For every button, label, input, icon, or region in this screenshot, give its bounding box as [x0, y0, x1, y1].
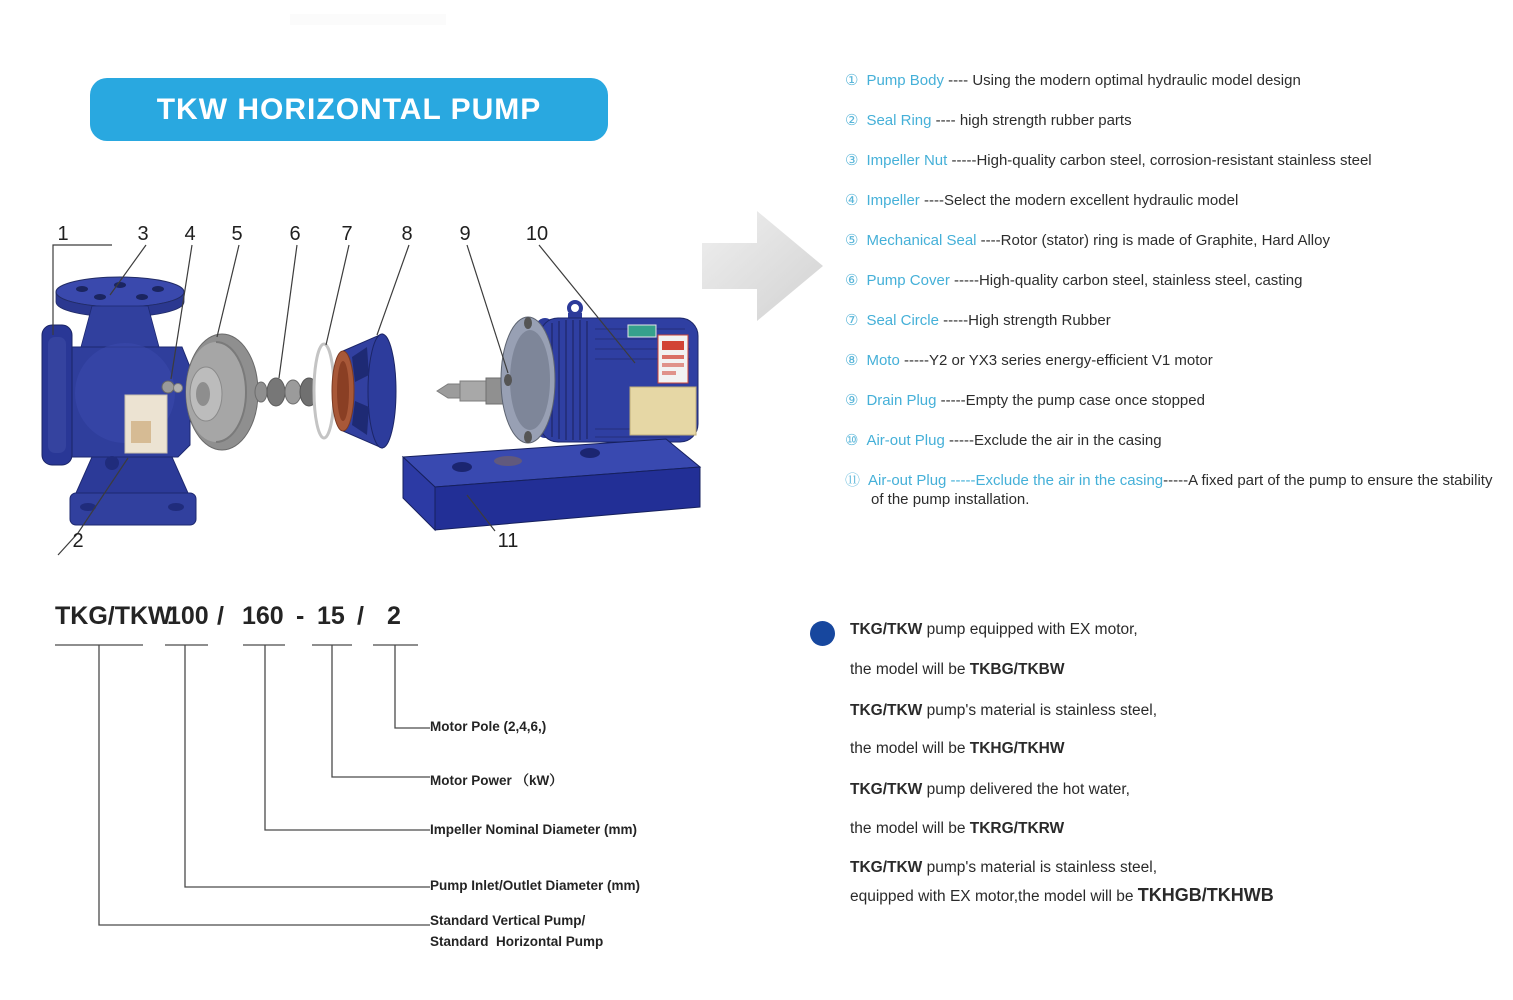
part-number-badge: ⑦ — [845, 312, 859, 329]
seal-circle-shape — [314, 344, 334, 438]
part-number-badge: ⑥ — [845, 272, 859, 289]
model-code-segment: 160 — [242, 602, 284, 630]
part-description: ---- Using the modern optimal hydraulic model design — [944, 72, 1301, 89]
model-code-segment: 15 — [317, 602, 345, 630]
part-number-label: 2 — [72, 530, 84, 552]
part-name: Impeller Nut — [866, 152, 948, 169]
part-name: Air-out Plug — [868, 472, 947, 489]
pump-cover-shape — [332, 334, 396, 448]
model-label-inlet-outlet: Pump Inlet/Outlet Diameter (mm) — [430, 878, 641, 893]
model-label-impeller-diameter: Impeller Nominal Diameter (mm) — [430, 822, 638, 837]
model-label-motor-power: Motor Power （kW） — [430, 773, 563, 788]
model-code-connectors — [40, 640, 700, 940]
part-number-label: 9 — [459, 223, 471, 245]
part-description: ---- high strength rubber parts — [931, 112, 1132, 129]
note-line: TKG/TKW pump equipped with EX motor, — [850, 621, 1138, 638]
model-code-segment: TKG/TKW — [55, 602, 172, 630]
part-name: Drain Plug — [866, 392, 937, 409]
parts-list-item — [845, 71, 1495, 90]
parts-list-item — [845, 351, 1495, 370]
part-number-badge: ⑨ — [845, 392, 859, 409]
motor-shape — [501, 302, 698, 443]
part-name: Air-out Plug — [866, 432, 945, 449]
mechanical-seal-shape — [255, 378, 318, 406]
parts-list-item — [845, 231, 1495, 250]
part-number-badge: ② — [845, 112, 859, 129]
page-title: TKW HORIZONTAL PUMP — [156, 92, 542, 126]
part-description: -----Empty the pump case once stopped — [936, 392, 1205, 409]
part-description: -----A fixed part of the pump to ensure the stability of the pump installation. — [871, 472, 1497, 508]
part-description: -----High-quality carbon steel, stainless steel, casting — [949, 272, 1303, 289]
part-name: Impeller — [866, 192, 920, 209]
part-description: -----High strength Rubber — [938, 312, 1111, 329]
part-number-label: 3 — [137, 223, 149, 245]
note-line: equipped with EX motor,the model will be TKHGB/TKHWB — [850, 885, 1274, 905]
base-plate-shape — [403, 439, 700, 530]
top-artifact-bar — [290, 14, 446, 25]
parts-list-item — [845, 431, 1495, 450]
impeller-shape — [186, 334, 258, 450]
part-number-label: 11 — [497, 530, 519, 552]
model-code-segment: - — [296, 602, 305, 630]
part-description: ----Select the modern excellent hydraulic model — [919, 192, 1239, 209]
part-number-label: 4 — [184, 223, 196, 245]
model-label-standard-pump-1: Standard Vertical Pump/ — [430, 913, 586, 928]
pump-body-shape — [42, 277, 196, 525]
part-number-badge: ④ — [845, 192, 859, 209]
part-description: ----Rotor (stator) ring is made of Graphite, Hard Alloy — [976, 232, 1330, 249]
model-code — [0, 602, 760, 642]
part-number-badge: ① — [845, 72, 859, 89]
note-line: TKG/TKW pump delivered the hot water, — [850, 781, 1130, 798]
part-name: Pump Body — [866, 72, 944, 89]
part-number-label: 1 — [57, 223, 69, 245]
transition-arrow-icon — [702, 211, 823, 321]
parts-list-item — [845, 151, 1495, 170]
model-code-segment: / — [217, 602, 224, 630]
parts-list-item — [845, 111, 1495, 130]
note-line: the model will be TKBG/TKBW — [850, 661, 1065, 678]
part-number-badge: ⑤ — [845, 232, 859, 249]
pump-exploded-diagram — [30, 195, 840, 560]
parts-list — [845, 71, 1495, 530]
part-name: Pump Cover — [866, 272, 950, 289]
part-number-badge: ③ — [845, 152, 859, 169]
part-description: -----High-quality carbon steel, corrosion-resistant stainless steel — [947, 152, 1372, 169]
part-number-badge: ⑧ — [845, 352, 859, 369]
model-label-standard-pump-2: Standard Horizontal Pump — [430, 934, 604, 949]
part-description: -----Exclude the air in the casing — [944, 432, 1162, 449]
part-name: Moto — [866, 352, 900, 369]
part-number-label: 8 — [401, 223, 413, 245]
title-banner — [90, 78, 608, 141]
note-line: TKG/TKW pump's material is stainless steel, — [850, 702, 1158, 719]
note-line: TKG/TKW pump's material is stainless steel, — [850, 859, 1158, 876]
model-code-segment: 2 — [387, 602, 401, 630]
model-code-segment: / — [357, 602, 364, 630]
parts-list-item — [845, 271, 1495, 290]
part-number-badge: ⑪ — [845, 472, 861, 489]
part-name: Mechanical Seal — [866, 232, 977, 249]
part-description-highlight: -----Exclude the air in the casing — [946, 472, 1164, 489]
parts-list-item — [845, 391, 1495, 410]
note-line: the model will be TKHG/TKHW — [850, 740, 1065, 757]
part-number-label: 10 — [525, 223, 549, 245]
part-number-label: 6 — [289, 223, 301, 245]
part-number-label: 7 — [341, 223, 353, 245]
part-name: Seal Circle — [866, 312, 939, 329]
parts-list-item — [845, 191, 1495, 210]
part-name: Seal Ring — [866, 112, 932, 129]
part-description: -----Y2 or YX3 series energy-efficient V1 motor — [899, 352, 1213, 369]
parts-list-item — [845, 471, 1495, 509]
note-line: the model will be TKRG/TKRW — [850, 820, 1065, 837]
part-number-label: 5 — [231, 223, 243, 245]
parts-list-item — [845, 311, 1495, 330]
bullet-icon — [810, 621, 835, 646]
model-label-motor-pole: Motor Pole (2,4,6,) — [430, 719, 547, 734]
part-number-badge: ⑩ — [845, 432, 859, 449]
model-code-segment: 100 — [167, 602, 209, 630]
